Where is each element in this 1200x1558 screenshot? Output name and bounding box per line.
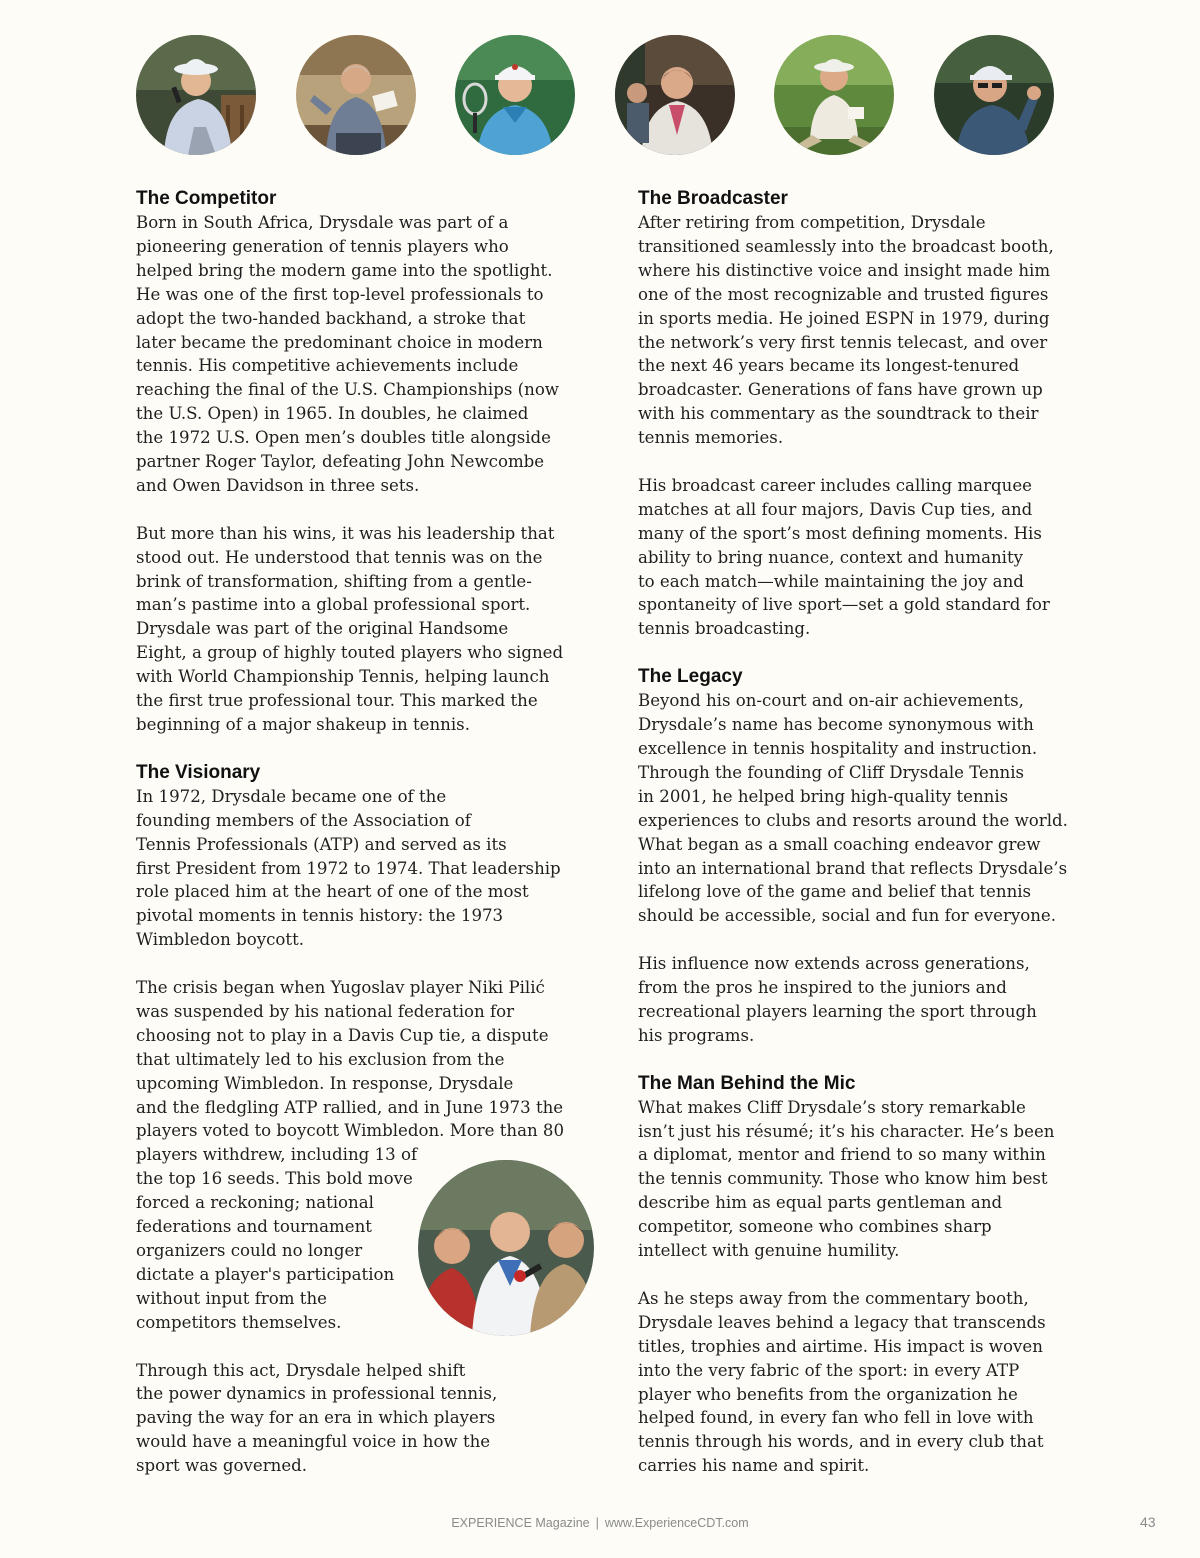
section-heading: The Competitor [136, 188, 277, 209]
section-heading: The Visionary [136, 761, 261, 783]
man-in-cap-waving-photo [934, 35, 1054, 155]
section-broadcaster [638, 187, 1083, 641]
paragraph: After retiring from competition, Drysdale transitioned seamlessly into the broadcast booth, where his distinctive voice and insight made him one of the most recognizable and trusted figures in sports media. He joined ESPN in 1979, during the network’s very first tennis telecast, and over the next 46 years became its longest-tenured broadcaster. Generations of fans have grown up with his commentary as the soundtrack to their tennis memories. [638, 213, 1054, 448]
paragraph: The crisis began when Yugoslav player Niki Pilić was suspended by his national federation for choosing not to play in a Davis Cup tie, a dispute that ultimately led to his exclusion from the upcoming Wimbledon. In response, Drysdale and the fledgling ATP rallied, and in June 1973 the players voted to boycott Wimbledon. More than 80 players withdrew, including 13 of the top 16 seeds. This bold move forced a reckoning; national federations and tournament organizers could no longer dictate a player's participation without input from the competitors themselves. [136, 978, 565, 1332]
man-speaking-on-stage-photo [296, 35, 416, 155]
paragraph: What makes Cliff Drysdale’s story remarkable isn’t just his résumé; it’s his character. He’s been a diplomat, mentor and friend to so many within the tennis community. Those who know him best describe him as equal parts gentleman and competitor, someone who combines sharp intellect with genuine humility. [638, 1097, 1055, 1261]
photo-strip [136, 35, 1054, 155]
paragraph: His broadcast career includes calling marquee matches at all four majors, Davis Cup ties, and many of the sport’s most defining moments. His ability to bring nuance, context and humanity to each match—while maintaining the joy and spontaneity of live sport—set a gold standard for tennis broadcasting. [638, 475, 1050, 639]
page-footer [0, 1516, 1200, 1530]
section-competitor [136, 187, 576, 737]
paragraph: Through this act, Drysdale helped shift the power dynamics in professional tennis, paving the way for an era in which players would have a meaningful voice in how the sport was governed. [136, 1360, 498, 1476]
man-with-microphone-photo [136, 35, 256, 155]
page-number: 43 [1140, 1514, 1156, 1530]
right-column [638, 187, 1083, 1478]
paragraph: In 1972, Drysdale became one of the founding members of the Association of Tennis Professionals (ATP) and served as its first President from 1972 to 1974. That leadership role placed him at the heart of one of the most pivotal moments in tennis history: the 1973 Wimbledon boycott. [136, 786, 561, 950]
website-link[interactable]: www.ExperienceCDT.com [604, 1516, 749, 1530]
section-heading: The Man Behind the Mic [638, 1072, 856, 1094]
section-legacy [638, 665, 1083, 1048]
section-heading: The Broadcaster [638, 188, 788, 209]
footer-separator: | [595, 1516, 599, 1530]
man-in-commentary-booth-photo [615, 35, 735, 155]
paragraph: As he steps away from the commentary booth, Drysdale leaves behind a legacy that transcends titles, trophies and airtime. His impact is woven into the very fabric of the sport: in every ATP player who benefits from the organization he helped found, in every fan who fell in love with tennis through his words, and in every club that carries his name and spirit. [638, 1288, 1046, 1476]
man-seated-outdoors-photo [774, 35, 894, 155]
magazine-name: EXPERIENCE Magazine [451, 1516, 590, 1530]
section-visionary [136, 761, 576, 1478]
interview-with-tennis-players-photo [418, 1160, 594, 1336]
section-man-behind-the-mic [638, 1072, 1083, 1478]
paragraph: But more than his wins, it was his leadership that stood out. He understood that tennis was on the brink of transformation, shifting from a gentle- man’s pastime into a global professional sport. Drysdale was part of the original Handsome Eight, a group of highly touted players who signed with World Championship Tennis, helping launch the first true professional tour. This marked the beginning of a major shakeup in tennis. [136, 523, 564, 735]
paragraph: His influence now extends across generations, from the pros he inspired to the juniors and recreational players learning the sport through his programs. [638, 954, 1037, 1045]
paragraph: Beyond his on-court and on-air achievements, Drysdale’s name has become synonymous with excellence in tennis hospitality and instruction. Through the founding of Cliff Drysdale Tennis in 2001, he helped bring high-quality tennis experiences to clubs and resorts around the world. What began as a small coaching endeavor grew into an international brand that reflects Drysdale’s lifelong love of the game and belief that tennis should be accessible, social and fun for everyone. [638, 691, 1068, 926]
section-heading: The Legacy [638, 666, 743, 688]
paragraph: Born in South Africa, Drysdale was part of a pioneering generation of tennis players who helped bring the modern game into the spotlight. He was one of the first top-level professionals to adopt the two-handed backhand, a stroke that later became the predominant choice in modern tennis. His competitive achievements include reaching the final of the U.S. Championships (now the U.S. Open) in 1965. In doubles, he claimed the 1972 U.S. Open men’s doubles title alongside partner Roger Taylor, defeating John Newcombe and Owen Davidson in three sets. [136, 213, 560, 495]
man-in-cap-holding-racket-photo [455, 35, 575, 155]
